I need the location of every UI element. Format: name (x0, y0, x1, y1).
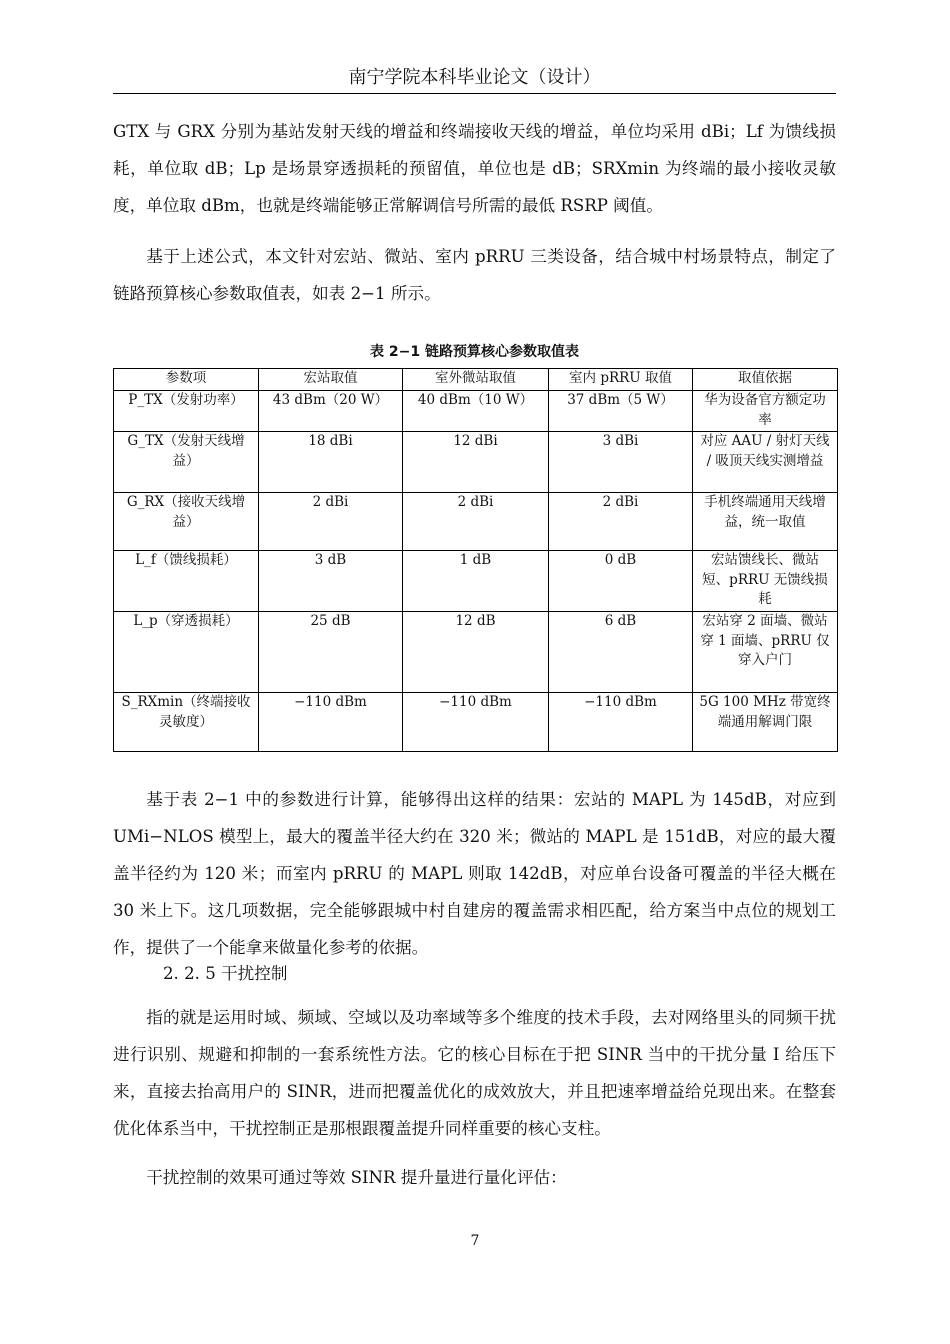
table-cell: 18 dBi (259, 432, 403, 493)
table-header-cell: 参数项 (114, 369, 259, 391)
table-cell: 12 dBi (403, 432, 549, 493)
table-cell: 华为设备官方额定功率 (693, 391, 838, 432)
table-row (114, 693, 838, 752)
table-cell: 2 dBi (403, 493, 549, 551)
table-cell: −110 dBm (403, 693, 549, 752)
table-header-cell: 取值依据 (693, 369, 838, 391)
paragraph-interference-definition: 指的就是运用时域、频域、空域以及功率域等多个维度的技术手段，去对网络里头的同频干扰进行识别、规避和抑制的一套系统性方法。它的核心目标在于把 SINR 当中的干扰分量 I 给压下来，直接去抬高用户的 SINR，进而把覆盖优化的成效放大，并且把速率增益给兑现出来。在整套优化体系当中，干扰控制正是那根跟覆盖提升同样重要的核心支柱。 (113, 1008, 836, 1138)
table-row (114, 551, 838, 612)
section-heading: 2. 2. 5 干扰控制 (163, 964, 288, 983)
table-cell: 3 dB (259, 551, 403, 612)
table-cell: 40 dBm（10 W） (403, 391, 549, 432)
table-cell: 2 dBi (259, 493, 403, 551)
table-cell: G_TX（发射天线增益） (114, 432, 259, 493)
table-cell: −110 dBm (259, 693, 403, 752)
page-number: 7 (470, 1233, 480, 1249)
paragraph-symbol-definitions: GTX 与 GRX 分别为基站发射天线的增益和终端接收天线的增益，单位均采用 dBi；Lf 为馈线损耗，单位取 dB；Lp 是场景穿透损耗的预留值，单位也是 dB；SRXmin 为终端的最小接收灵敏度，单位取 dBm，也就是终端能够正常解调信号所需的最低 RSRP 阈值。 (113, 122, 836, 215)
table-row (114, 432, 838, 493)
table-row (114, 493, 838, 551)
table-cell: 手机终端通用天线增益，统一取值 (693, 493, 838, 551)
table-row (114, 391, 838, 432)
table-cell: 43 dBm（20 W） (259, 391, 403, 432)
paragraph-sinr-evaluation: 干扰控制的效果可通过等效 SINR 提升量进行量化评估： (146, 1168, 567, 1187)
table-row (114, 612, 838, 693)
table-cell: L_f（馈线损耗） (114, 551, 259, 612)
table-header-cell: 宏站取值 (259, 369, 403, 391)
table-cell: 2 dBi (549, 493, 693, 551)
table-header-cell: 室外微站取值 (403, 369, 549, 391)
table-cell: L_p（穿透损耗） (114, 612, 259, 693)
table-cell: 37 dBm（5 W） (549, 391, 693, 432)
paragraph-calculation-results: 基于表 2−1 中的参数进行计算，能够得出这样的结果：宏站的 MAPL 为 145dB，对应到 UMi−NLOS 模型上，最大的覆盖半径大约在 320 米；微站的 MAPL 是 151dB，对应的最大覆盖半径约为 120 米；而室内 pRRU 的 MAPL 则取 142dB，对应单台设备可覆盖的半径大概在 30 米上下。这几项数据，完全能够跟城中村自建房的覆盖需求相匹配，给方案当中点位的规划工作，提供了一个能拿来做量化参考的依据。 (113, 790, 836, 957)
running-header: 南宁学院本科毕业论文（设计） (348, 67, 601, 88)
table-cell: P_TX（发射功率） (114, 391, 259, 432)
table-header-row (114, 369, 838, 391)
table-cell: 6 dB (549, 612, 693, 693)
table-cell: 3 dBi (549, 432, 693, 493)
table-cell: 0 dB (549, 551, 693, 612)
table-cell: 1 dB (403, 551, 549, 612)
table-cell: S_RXmin（终端接收灵敏度） (114, 693, 259, 752)
table-caption: 表 2−1 链路预算核心参数取值表 (370, 344, 579, 360)
header-rule (113, 93, 836, 94)
table-header-cell: 室内 pRRU 取值 (549, 369, 693, 391)
table-cell: −110 dBm (549, 693, 693, 752)
table-cell: 宏站馈线长、微站短、pRRU 无馈线损耗 (693, 551, 838, 612)
link-budget-table (113, 368, 838, 752)
table-cell: 宏站穿 2 面墙、微站穿 1 面墙、pRRU 仅穿入户门 (693, 612, 838, 693)
paragraph-table-intro: 基于上述公式，本文针对宏站、微站、室内 pRRU 三类设备，结合城中村场景特点，制定了链路预算核心参数取值表，如表 2−1 所示。 (113, 247, 836, 303)
table-cell: 5G 100 MHz 带宽终端通用解调门限 (693, 693, 838, 752)
table-cell: 12 dB (403, 612, 549, 693)
table-cell: G_RX（接收天线增益） (114, 493, 259, 551)
table-cell: 25 dB (259, 612, 403, 693)
table-cell: 对应 AAU / 射灯天线 / 吸顶天线实测增益 (693, 432, 838, 493)
